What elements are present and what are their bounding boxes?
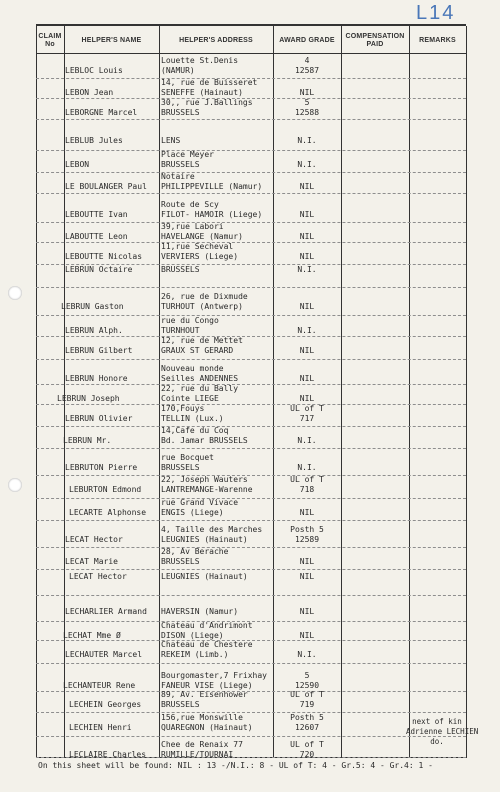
helper-address-line: 156,rue Monswille xyxy=(161,713,243,722)
award-grade xyxy=(274,508,340,518)
helper-name-line: LECAT Hector xyxy=(69,572,127,581)
helper-name-line: LECHARLIER Armand xyxy=(65,607,147,616)
award-grade-line: NIL xyxy=(299,374,315,383)
helper-name-line: LEBURTON Edmond xyxy=(69,485,142,494)
helper-address-line: ENGIS (Liege) xyxy=(161,508,224,517)
table-row xyxy=(36,426,466,449)
helper-name-line: LECAT Hector xyxy=(65,535,123,544)
helper-name-line: LEBON Jean xyxy=(65,88,114,97)
helper-address xyxy=(161,640,273,660)
helper-name xyxy=(65,326,159,336)
table-row xyxy=(36,136,466,151)
helper-address xyxy=(161,242,273,262)
remarks-line: Adrienne LECHIEN xyxy=(406,727,479,736)
helper-address xyxy=(161,426,273,446)
helper-address xyxy=(161,364,273,384)
helper-address-line: REKEIM (Limb.) xyxy=(161,650,229,659)
helper-address-line: TURNHOUT xyxy=(161,326,200,335)
helper-name-line: LEBRUN Olivier xyxy=(65,414,133,423)
helper-address-line: Place Meyer xyxy=(161,150,214,159)
helper-address-line: 89, Av. Eisenhower xyxy=(161,690,248,699)
helper-address-line: Chateau de Chestere xyxy=(161,640,253,649)
table-row xyxy=(36,547,466,570)
helper-address xyxy=(161,316,273,336)
award-grade xyxy=(274,394,340,404)
award-grade xyxy=(274,463,340,473)
helper-address-line: Cointe LIEGE xyxy=(161,394,219,403)
helper-address xyxy=(161,172,273,192)
helper-name-line: LEBRUN Octaire xyxy=(65,265,133,274)
helper-name-line: LEBRUN Honore xyxy=(65,374,128,383)
header-claim: CLAIM No xyxy=(38,33,62,48)
table-row xyxy=(36,200,466,223)
helper-address xyxy=(161,56,273,76)
helper-address xyxy=(161,98,273,118)
award-grade-line: UL of T xyxy=(290,740,324,749)
award-grade xyxy=(274,690,340,710)
award-grade xyxy=(274,436,340,446)
award-grade-line: NIL xyxy=(299,631,315,640)
helper-address-line: HAVELANGE (Namur) xyxy=(161,232,243,241)
award-grade-line: NIL xyxy=(299,508,315,517)
helper-address-line: PHILIPPEVILLE (Namur) xyxy=(161,182,263,191)
helper-name xyxy=(69,723,163,733)
helper-address-line: 170,Fouys xyxy=(161,404,205,413)
helper-address-line: BRUSSELS xyxy=(161,557,200,566)
helper-address-line: SENEFFE (Hainaut) xyxy=(161,88,243,97)
award-grade xyxy=(274,88,340,98)
helper-address-line: Chateau d'Andrimont xyxy=(161,621,253,630)
helper-address-line: 22, rue du Bally xyxy=(161,384,239,393)
helper-address xyxy=(161,384,273,404)
header-helper-name: HELPER'S NAME xyxy=(81,37,142,44)
helper-name xyxy=(57,394,151,404)
table-row xyxy=(36,690,466,713)
helper-address-line: Louette St.Denis xyxy=(161,56,239,65)
col-rule-6 xyxy=(466,26,467,758)
helper-name xyxy=(69,750,163,760)
helper-address-line: rue Bocquet xyxy=(161,453,214,462)
helper-address-line: BRUSSELS xyxy=(161,160,200,169)
award-grade-line: 720 xyxy=(299,750,315,759)
helper-address-line: (NAMUR) xyxy=(161,66,195,75)
helper-address-line: FILOT- HAMOIR (Liege) xyxy=(161,210,263,219)
helper-name xyxy=(65,210,159,220)
award-grade-line: NIL xyxy=(299,252,315,261)
table-row xyxy=(36,453,466,476)
helper-address-line: 22, Joseph Wauters xyxy=(161,475,248,484)
helper-name-line: LEBRUN Joseph xyxy=(57,394,120,403)
award-grade xyxy=(274,557,340,567)
helper-name-line: LEBON xyxy=(65,160,90,169)
helper-name xyxy=(65,374,159,384)
header-helper-address: HELPER'S ADDRESS xyxy=(179,37,253,44)
award-grade-line: Posth 5 xyxy=(290,525,324,534)
helper-address-line: Nouveau monde xyxy=(161,364,224,373)
award-grade-line: 719 xyxy=(299,700,315,709)
helper-name-line: LECHIEN Henri xyxy=(69,723,132,732)
helper-name xyxy=(65,66,159,76)
award-grade-line: 12589 xyxy=(294,535,320,544)
helper-name-line: LECLAIRE Charles xyxy=(69,750,147,759)
helper-name xyxy=(69,572,163,582)
helper-address-line: rue Grand Vivace xyxy=(161,498,239,507)
helper-address xyxy=(161,453,273,473)
award-grade-line: UL of T xyxy=(290,404,324,413)
table-row xyxy=(36,222,466,243)
helper-address-line: QUAREGNON (Hainaut) xyxy=(161,723,253,732)
table-row xyxy=(36,607,466,622)
table-row xyxy=(36,364,466,385)
helper-address xyxy=(161,525,273,545)
punch-hole-bottom xyxy=(8,478,22,492)
helper-address-line: BRUSSELS xyxy=(161,265,200,274)
table-row xyxy=(36,172,466,194)
award-grade-line: 12590 xyxy=(294,681,320,690)
award-grade-line: 4 xyxy=(304,56,310,65)
award-grade-line: NIL xyxy=(299,88,315,97)
top-rule xyxy=(36,24,466,26)
table-row xyxy=(36,242,466,265)
helper-name xyxy=(65,265,159,275)
helper-name-line: LEBRUN Mr. xyxy=(63,436,112,445)
sheet-marker: L14 xyxy=(416,2,456,24)
helper-address-line: 14, rue de Buisseret xyxy=(161,78,258,87)
punch-hole-top xyxy=(8,286,22,300)
table-row xyxy=(36,384,466,405)
helper-address-line: 4, Taille des Marches xyxy=(161,525,263,534)
helper-name xyxy=(65,607,159,617)
table-row xyxy=(36,621,466,641)
helper-name xyxy=(65,108,159,118)
helper-address xyxy=(161,572,273,582)
helper-address-line: VERVIERS (Liege) xyxy=(161,252,239,261)
award-grade xyxy=(274,346,340,356)
award-grade xyxy=(274,232,340,242)
helper-address-line: LEUGNIES (Hainaut) xyxy=(161,572,248,581)
award-grade-line: NIL xyxy=(299,346,315,355)
award-grade-line: N.I. xyxy=(297,265,317,274)
table-row xyxy=(36,98,466,120)
helper-name-line: LECHEIN Georges xyxy=(69,700,142,709)
header-remarks: REMARKS xyxy=(419,37,456,44)
helper-address xyxy=(161,292,273,312)
award-grade-line: UL of T xyxy=(290,690,324,699)
helper-address-line: LENS xyxy=(161,136,181,145)
award-grade-line: 5 xyxy=(304,98,310,107)
helper-name xyxy=(69,700,163,710)
award-grade-line: UL of T xyxy=(290,475,324,484)
helper-name xyxy=(69,485,163,495)
table-row xyxy=(36,740,466,758)
helper-name xyxy=(65,252,159,262)
table-row xyxy=(36,671,466,692)
award-grade xyxy=(274,182,340,192)
award-grade-line: N.I. xyxy=(297,650,317,659)
award-grade-line: N.I. xyxy=(297,160,317,169)
helper-address-line: TELLIN (Lux.) xyxy=(161,414,224,423)
award-grade xyxy=(274,525,340,545)
award-grade xyxy=(274,160,340,170)
table-row xyxy=(36,525,466,548)
table-row xyxy=(36,265,466,288)
award-grade xyxy=(274,650,340,660)
award-grade-line: 718 xyxy=(299,485,315,494)
helper-address-line: rue du Congo xyxy=(161,316,219,325)
helper-name-line: LEBRUN Gilbert xyxy=(65,346,133,355)
helper-address-line: 11,rue Secheval xyxy=(161,242,234,251)
helper-address-line: HAVERSIN (Namur) xyxy=(161,607,239,616)
table-row xyxy=(36,78,466,99)
sheet-summary: On this sheet will be found: NIL : 13 -/N.I.: 8 - UL of T: 4 - Gr.5: 4 - Gr.4: 1 - xyxy=(38,761,433,770)
helper-address xyxy=(161,498,273,518)
helper-name xyxy=(61,302,155,312)
award-grade-line: 12587 xyxy=(294,66,320,75)
award-grade xyxy=(274,252,340,262)
award-grade-line: Posth 5 xyxy=(290,713,324,722)
helper-address xyxy=(161,136,273,146)
helper-name-line: LEBRUN Gaston xyxy=(61,302,124,311)
table-row xyxy=(36,640,466,664)
award-grade xyxy=(274,302,340,312)
helper-name-line: LEBLOC Louis xyxy=(65,66,123,75)
award-grade-line: NIL xyxy=(299,232,315,241)
helper-address-line: 14,Cafe du Coq xyxy=(161,426,229,435)
helper-address xyxy=(161,713,273,733)
helper-address xyxy=(161,200,273,220)
helper-address-line: TURHOUT (Antwerp) xyxy=(161,302,243,311)
helper-name-line: LEBORGNE Marcel xyxy=(65,108,138,117)
helper-name xyxy=(65,557,159,567)
award-grade xyxy=(274,607,340,617)
award-grade xyxy=(274,210,340,220)
award-grade xyxy=(274,740,340,760)
award-grade-line: NIL xyxy=(299,557,315,566)
remarks-line: next of kin xyxy=(412,717,462,726)
table-row xyxy=(36,56,466,79)
helper-address-line: 39,rue Labori xyxy=(161,222,224,231)
award-grade-line: NIL xyxy=(299,572,315,581)
helper-name-line: LECAT Marie xyxy=(65,557,118,566)
award-grade-line: N.I. xyxy=(297,463,317,472)
helper-address-line: Route de Scy xyxy=(161,200,219,209)
award-grade-line: NIL xyxy=(299,182,315,191)
award-grade xyxy=(274,98,340,118)
award-grade xyxy=(274,374,340,384)
helper-name-line: LECHANTEUR Rene xyxy=(63,681,136,690)
helper-address-line: DISON (Liege) xyxy=(161,631,224,640)
award-grade-line: NIL xyxy=(299,210,315,219)
helper-address-line: Bd. Jamar BRUSSELS xyxy=(161,436,248,445)
helper-address xyxy=(161,222,273,242)
award-grade xyxy=(274,136,340,146)
table-row xyxy=(36,316,466,337)
helper-address xyxy=(161,265,273,275)
helper-address-line: Bourgomaster,7 Frixhay xyxy=(161,671,267,680)
helper-address xyxy=(161,740,273,760)
helper-name xyxy=(65,346,159,356)
helper-address-line: Chee de Renaix 77 xyxy=(161,740,243,749)
table-row xyxy=(36,475,466,499)
header-rule xyxy=(36,53,466,54)
award-grade-line: 12588 xyxy=(294,108,320,117)
award-grade-line: 5 xyxy=(304,671,310,680)
table-row xyxy=(36,150,466,173)
helper-name xyxy=(65,414,159,424)
award-grade-line: 717 xyxy=(299,414,315,423)
helper-name xyxy=(65,650,159,660)
helper-address xyxy=(161,671,273,691)
helper-address-line: GRAUX ST GERARD xyxy=(161,346,234,355)
award-grade-line: N.I. xyxy=(297,136,317,145)
helper-name-line: LABOUTTE Leon xyxy=(65,232,128,241)
helper-address-line: RUMILLE/TOURNAI xyxy=(161,750,234,759)
helper-address xyxy=(161,690,273,710)
helper-name xyxy=(65,160,159,170)
helper-address xyxy=(161,607,273,617)
helper-address xyxy=(161,621,273,641)
helper-address-line: FANEUR VISE (Liege) xyxy=(161,681,253,690)
helper-name-line: LECARTE Alphonse xyxy=(69,508,147,517)
helper-name-line: LEBRUN Alph. xyxy=(65,326,123,335)
helper-name xyxy=(63,436,157,446)
helper-name xyxy=(65,182,159,192)
helper-name xyxy=(65,463,159,473)
helper-address-line: 12, rue de Mettet xyxy=(161,336,243,345)
helper-name-line: LE BOULANGER Paul xyxy=(65,182,147,191)
header-award-grade: AWARD GRADE xyxy=(279,37,335,44)
helper-address-line: BRUSSELS xyxy=(161,108,200,117)
helper-address xyxy=(161,78,273,98)
award-grade xyxy=(274,56,340,76)
helper-name xyxy=(69,508,163,518)
helper-address xyxy=(161,475,273,495)
helper-name-line: LEBLUB Jules xyxy=(65,136,123,145)
helper-address-line: LANTREMANGE-Warenne xyxy=(161,485,253,494)
table-row xyxy=(36,404,466,427)
table-row xyxy=(36,572,466,596)
remarks-line: do. xyxy=(430,737,444,746)
award-grade-line: NIL xyxy=(299,394,315,403)
helper-name-line: LEBOUTTE Nicolas xyxy=(65,252,143,261)
award-grade xyxy=(274,326,340,336)
table-row xyxy=(36,498,466,521)
helper-address-line: BRUSSELS xyxy=(161,463,200,472)
helper-address xyxy=(161,336,273,356)
helper-address xyxy=(161,404,273,424)
helper-address-line: BRUSSELS xyxy=(161,700,200,709)
award-grade-line: NIL xyxy=(299,302,315,311)
award-grade-line: N.I. xyxy=(297,326,317,335)
helper-name xyxy=(65,535,159,545)
helper-address xyxy=(161,547,273,567)
award-grade xyxy=(274,404,340,424)
helper-name-line: LEBOUTTE Ivan xyxy=(65,210,128,219)
helper-address-line: 26, rue de Dixmude xyxy=(161,292,248,301)
table-row xyxy=(36,336,466,360)
table-row xyxy=(36,292,466,316)
helper-address-line: Notaire xyxy=(161,172,195,181)
helper-address-line: Seilles ANDENNES xyxy=(161,374,239,383)
helper-address-line: 28, Av Berache xyxy=(161,547,229,556)
helper-address-line: LEUGNIES (Hainaut) xyxy=(161,535,248,544)
helper-name xyxy=(65,232,159,242)
helper-address xyxy=(161,150,273,170)
header-compensation: COMPENSATION PAID xyxy=(345,33,405,48)
award-grade xyxy=(274,475,340,495)
award-grade xyxy=(274,572,340,582)
award-grade xyxy=(274,713,340,733)
helper-name xyxy=(65,88,159,98)
helper-name-line: LEBRUTON Pierre xyxy=(65,463,138,472)
award-grade xyxy=(274,265,340,275)
helper-name-line: LECHAT Mme Ø xyxy=(63,631,121,640)
award-grade xyxy=(274,671,340,691)
award-grade-line: N.I. xyxy=(297,436,317,445)
helper-name xyxy=(65,136,159,146)
helper-name-line: LECHAUTER Marcel xyxy=(65,650,143,659)
helper-address-line: 30,, rue J.Ballings xyxy=(161,98,253,107)
award-grade-line: 12607 xyxy=(294,723,320,732)
award-grade-line: NIL xyxy=(299,607,315,616)
